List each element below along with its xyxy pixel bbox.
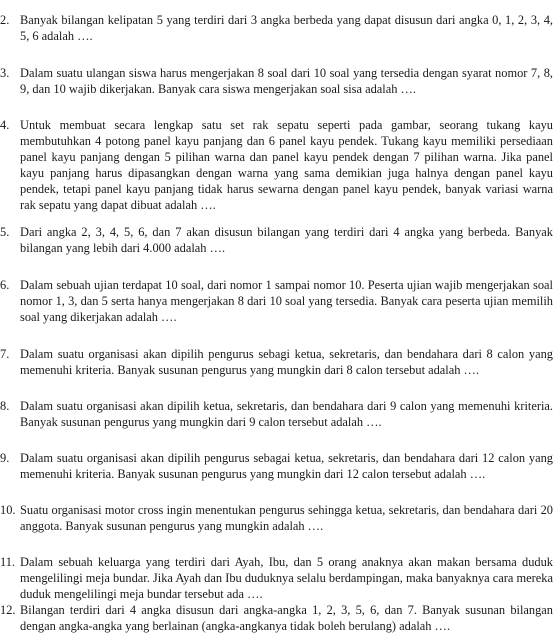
question-12 [0,602,553,634]
question-2 [0,12,553,44]
question-number: 11. [0,555,16,569]
question-number: 4. [0,118,10,132]
question-8 [0,398,553,430]
question-number: 9. [0,451,10,465]
question-text: Dalam suatu organisasi akan dipilih pengurus sebagi ketua, sekretaris, dan bendahara dari 8 calon yang memenuhi kriteria. Banyak susunan pengurus yang mungkin dari 8 calon tersebut adalah …. [20,347,553,377]
question-text: Banyak bilangan kelipatan 5 yang terdiri dari 3 angka berbeda yang dapat disusun dari angka 0, 1, 2, 3, 4, 5, 6 adalah …. [20,13,553,43]
question-text: Dalam suatu ulangan siswa harus mengerjakan 8 soal dari 10 soal yang tersedia dengan syarat nomor 7, 8, 9, dan 10 wajib dikerjakan. Banyak cara siswa mengerjakan soal sisa adalah …. [20,66,553,96]
question-number: 3. [0,66,10,80]
question-text: Dalam suatu organisasi akan dipilih pengurus sebagai ketua, sekretaris, dan bendahara dari 12 calon yang memenuhi kriteria. Banyak susunan pengurus yang mungkin dari 12 calon tersebut adalah …. [20,451,553,481]
question-text: Suatu organisasi motor cross ingin menentukan pengurus sehingga ketua, sekretaris, dan bendahara dari 20 anggota. Banyak susunan pengurus yang mungkin adalah …. [20,503,553,533]
question-text: Bilangan terdiri dari 4 angka disusun dari angka-angka 1, 2, 3, 5, 6, dan 7. Banyak susunan bilangan dengan angka-angka yang berlainan (angka-angkanya tidak boleh berulang) adalah …. [20,603,553,633]
question-9 [0,450,553,482]
question-number: 7. [0,347,10,361]
question-3 [0,65,553,97]
question-4 [0,117,553,213]
question-text: Dari angka 2, 3, 4, 5, 6, dan 7 akan disusun bilangan yang terdiri dari 4 angka yang berbeda. Banyak bilangan yang lebih dari 4.000 adalah …. [20,225,553,255]
question-text: Dalam sebuah keluarga yang terdiri dari Ayah, Ibu, dan 5 orang anaknya akan makan bersama duduk mengelilingi meja bundar. Jika Ayah dan Ibu duduknya selalu berdampingan, maka banyaknya cara mereka duduk mengelilingi meja bundar tersebut ada …. [20,555,553,601]
question-6 [0,277,553,325]
question-text: Untuk membuat secara lengkap satu set rak sepatu seperti pada gambar, seorang tukang kayu membutuhkan 4 potong panel kayu panjang dan 6 panel kayu pendek. Tukang kayu memiliki persediaan panel kayu panjang dengan 5 pilihan warna dan panel kayu pendek dengan 7 pilihan warna. Jika panel kayu panjang harus dipasangkan dengan warna yang sama demikian juga halnya dengan panel kayu pendek, tetapi panel kayu panjang tidak harus sewarna dengan panel kayu pendek, banyak variasi warna rak sepatu yang dapat dibuat adalah …. [20,118,553,212]
question-7 [0,346,553,378]
question-10 [0,502,553,534]
question-number: 12. [0,603,16,617]
question-number: 5. [0,225,10,239]
question-text: Dalam suatu organisasi akan dipilih ketua, sekretaris, dan bendahara dari 9 calon yang memenuhi kriteria. Banyak susunan pengurus yang mungkin dari 9 calon tersebut adalah …. [20,399,553,429]
question-5 [0,224,553,256]
question-number: 6. [0,278,10,292]
question-number: 10. [0,503,16,517]
question-number: 8. [0,399,10,413]
question-11 [0,554,553,602]
question-number: 2. [0,13,10,27]
question-text: Dalam sebuah ujian terdapat 10 soal, dari nomor 1 sampai nomor 10. Peserta ujian wajib mengerjakan soal nomor 1, 3, dan 5 serta hanya mengerjakan 8 dari 10 soal yang tersedia. Banyak cara peserta ujian memilih soal yang dikerjakan adalah …. [20,278,553,324]
